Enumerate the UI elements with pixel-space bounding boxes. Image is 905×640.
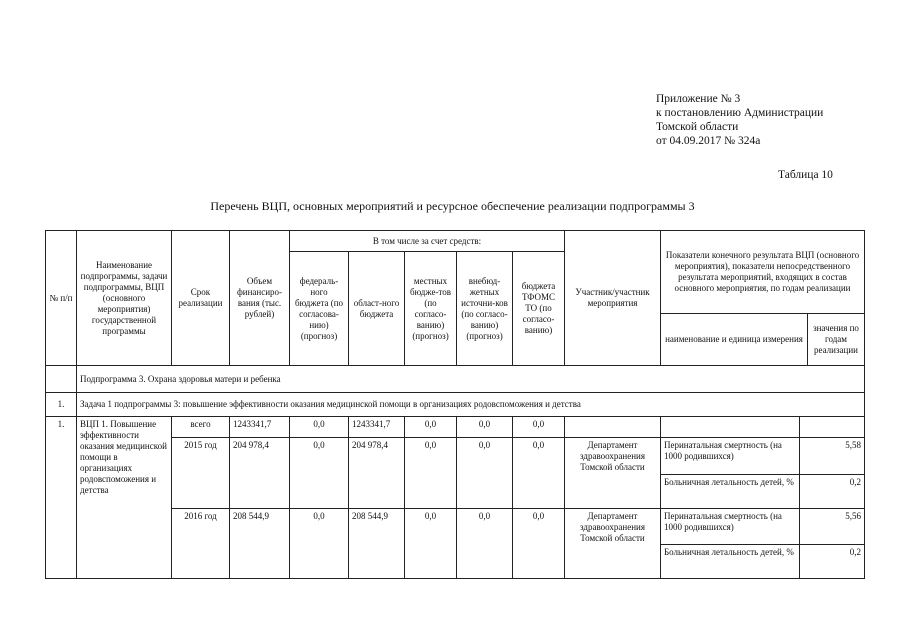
volume-cell: 204 978,4 <box>230 438 290 509</box>
col-indicators-header <box>661 231 865 366</box>
appendix-line-2: к постановлению Администрации <box>656 107 824 119</box>
federal-cell: 0,0 <box>290 438 349 509</box>
col-name-header: Наименование подпрограммы, задачи подпрограммы, ВЦП (основного мероприятия) государственной программы <box>77 231 172 366</box>
tfoms-cell: 0,0 <box>513 438 565 509</box>
indicator-name-cell <box>661 417 800 438</box>
term-cell: 2015 год <box>172 438 230 509</box>
indicator-value-cell <box>800 417 865 438</box>
indicators-subheaders <box>661 314 864 365</box>
appendix-line-4: от 04.09.2017 № 324а <box>656 135 761 147</box>
participant-cell: Департамент здравоохранения Томской области <box>565 438 661 509</box>
volume-cell: 1243341,7 <box>230 417 290 438</box>
appendix-line-3: Томской области <box>656 121 739 133</box>
vcp-num: 1. <box>46 417 77 579</box>
tfoms-cell: 0,0 <box>513 417 565 438</box>
regional-cell: 208 544,9 <box>349 509 405 579</box>
indicator-values-header: значения по годам реализации <box>813 323 859 355</box>
regional-cell: 1243341,7 <box>349 417 405 438</box>
task-row <box>46 393 865 417</box>
term-cell: всего <box>172 417 230 438</box>
indicators-header-text: Показатели конечного результата ВЦП (основного мероприятия), показатели непосредственного результата мероприятий, входящих в состав основного мероприятия, по годам реализации <box>661 231 864 314</box>
col-incl-header: В том числе за счет средств: <box>290 231 565 252</box>
participant-cell <box>565 417 661 438</box>
col-local-header: местных бюдже-тов (по согласо-ванию) (прогноз) <box>405 252 457 366</box>
appendix-line-1: Приложение № 3 <box>656 93 741 105</box>
regional-cell: 204 978,4 <box>349 438 405 509</box>
appendix-header <box>656 92 823 148</box>
volume-cell: 208 544,9 <box>230 509 290 579</box>
extra-cell: 0,0 <box>457 509 513 579</box>
subprogram-num-cell <box>46 366 77 393</box>
vcp-name: ВЦП 1. Повышение эффективности оказания медицинской помощи в организациях родовспоможения и детства <box>77 417 172 579</box>
local-cell: 0,0 <box>405 417 457 438</box>
indicator-name-cell: Перинатальная смертность (на 1000 родившихся) <box>661 438 800 475</box>
federal-cell: 0,0 <box>290 417 349 438</box>
local-cell: 0,0 <box>405 438 457 509</box>
subprogram-row <box>46 366 865 393</box>
col-extra-header: внебюд-жетных источни-ков (по согласо-ванию) (прогноз) <box>457 252 513 366</box>
col-volume-header: Объем финансиро-вания (тыс. рублей) <box>230 231 290 366</box>
indicator-value-cell: 0,2 <box>800 545 865 579</box>
term-cell: 2016 год <box>172 509 230 579</box>
indicator-value-cell: 5,56 <box>800 509 865 545</box>
col-term-header: Срок реализации <box>172 231 230 366</box>
table-row-total <box>46 417 865 438</box>
document-title: Перечень ВЦП, основных мероприятий и ресурсное обеспечение реализации подпрограммы 3 <box>210 199 695 213</box>
indicator-name-cell: Перинатальная смертность (на 1000 родившихся) <box>661 509 800 545</box>
vcp-table <box>45 230 865 579</box>
subprogram-title: Подпрограмма 3. Охрана здоровья матери и ребенка <box>77 366 865 393</box>
col-num-header: № п/п <box>46 231 77 366</box>
indicator-value-cell: 5,58 <box>800 438 865 475</box>
indicator-name-header: наименование и единица измерения <box>661 314 808 365</box>
table-label: Таблица 10 <box>778 169 833 181</box>
indicator-name-cell: Больничная летальность детей, % <box>661 475 800 509</box>
local-cell: 0,0 <box>405 509 457 579</box>
federal-cell: 0,0 <box>290 509 349 579</box>
header-row-1 <box>46 231 865 252</box>
extra-cell: 0,0 <box>457 438 513 509</box>
indicator-name-cell: Больничная летальность детей, % <box>661 545 800 579</box>
col-federal-header: федераль-ного бюджета (по согласова-нию) (прогноз) <box>290 252 349 366</box>
col-regional-header: област-ного бюджета <box>349 252 405 366</box>
col-tfoms-header: бюджета ТФОМС ТО (по согласо-ванию) <box>513 252 565 366</box>
tfoms-cell: 0,0 <box>513 509 565 579</box>
task-num: 1. <box>46 393 77 417</box>
col-participant-header: Участник/участник мероприятия <box>565 231 661 366</box>
participant-cell: Департамент здравоохранения Томской области <box>565 509 661 579</box>
extra-cell: 0,0 <box>457 417 513 438</box>
task-title: Задача 1 подпрограммы 3: повышение эффективности оказания медицинской помощи в организациях родовспоможения и детства <box>77 393 865 417</box>
indicator-value-cell: 0,2 <box>800 475 865 509</box>
